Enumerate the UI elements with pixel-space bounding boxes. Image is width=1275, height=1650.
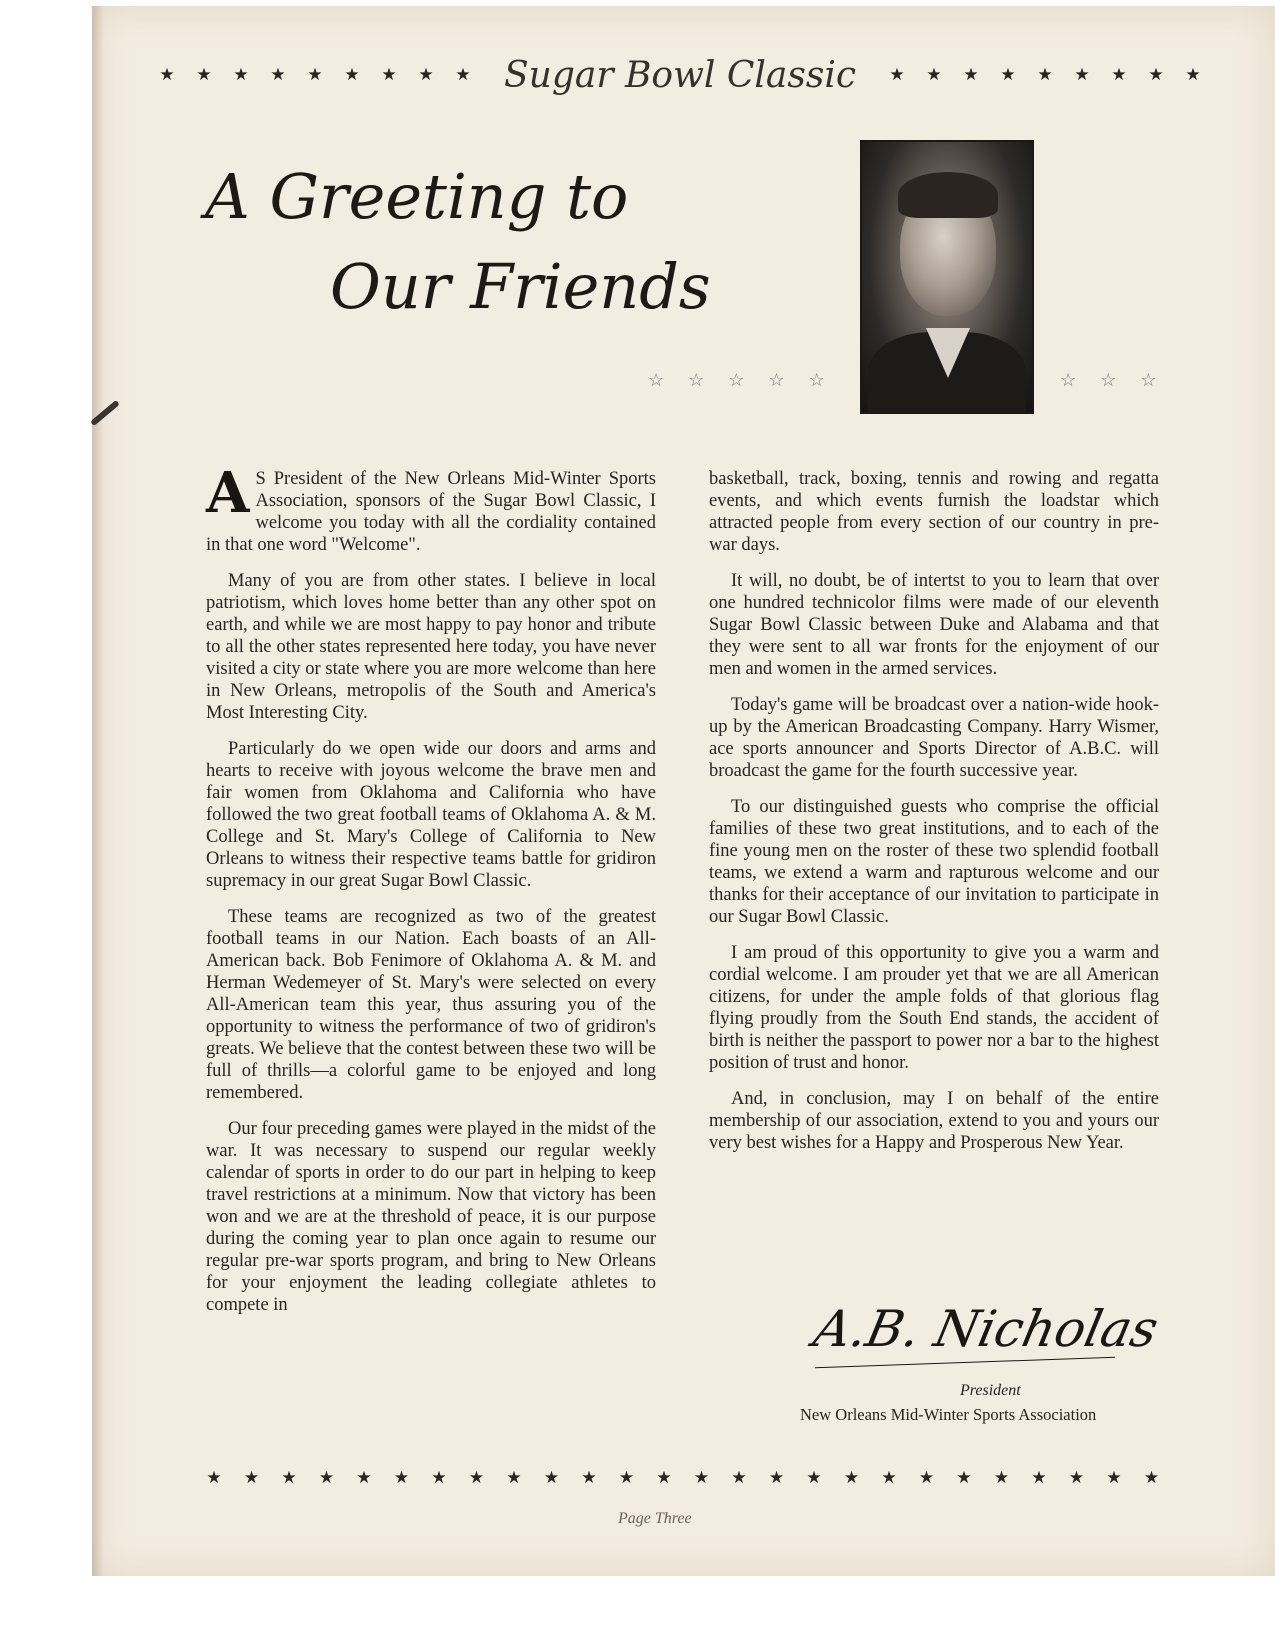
star-icon: ★ [1143,1468,1160,1487]
star-icon: ★ [356,1468,372,1487]
star-icon: ★ [1037,65,1053,84]
star-icon: ★ [889,65,905,84]
star-icon: ★ [307,65,323,84]
outline-star-icon: ☆ [808,370,825,390]
star-icon: ★ [196,65,212,84]
outline-star-icon: ☆ [648,370,665,390]
star-icon: ★ [693,1468,710,1487]
star-icon: ★ [618,1468,635,1487]
first-paragraph-text: S President of the New Orleans Mid-Winter Sports Association, sponsors of the Sugar Bowl Classic, I welcome you today with all the cordiality contained in that one word "Welcome". [206,469,656,555]
portrait-hair [898,172,998,218]
star-icon: ★ [243,1468,260,1487]
signatory-title: President [960,1382,1021,1399]
outline-star-icon: ☆ [728,370,745,390]
body-paragraph: I am proud of this opportunity to give you a warm and cordial welcome. I am prouder yet that we are all American citizens, for under the ample folds of that glorious flag flying proudly from the South End stands, the accident of birth is neither the passport to power nor a bar to the highest position of trust and honor. [709,943,1159,1073]
star-icon: ★ [281,1468,297,1487]
star-icon: ★ [768,1468,785,1487]
star-icon: ★ [206,1468,222,1487]
star-icon: ★ [926,65,942,84]
star-icon: ★ [918,1468,935,1487]
outline-star-icon: ☆ [768,370,785,390]
body-paragraph: These teams are recognized as two of the greatest football teams in our Nation. Each boasts of an All-American back. Bob Fenimore of Oklahoma A. & M. and Herman Wedemeyer of St. Mary's were selected on every All-American team this year, thus assuring you of the opportunity to witness the performance of two of gridiron's greats. We believe that the contest between these two will be full of thrills—a colorful game to be enjoyed and long remembered. [206,907,656,1103]
outline-star-icon: ☆ [1060,370,1077,390]
star-icon: ★ [1111,65,1127,84]
first-paragraph [206,460,656,556]
star-icon: ★ [956,1468,972,1487]
body-paragraph: Particularly do we open wide our doors and arms and hearts to receive with joyous welcome the brave men and fair women from Oklahoma and California who have followed the two great football teams of Oklahoma A. & M. College and St. Mary's College of California to New Orleans to witness their respective teams battle for gridiron supremacy in our great Sugar Bowl Classic. [206,739,656,891]
drop-cap: A [206,460,250,526]
decorative-stars-left [648,370,825,391]
star-icon: ★ [270,65,286,84]
star-icon: ★ [468,1468,485,1487]
outline-star-icon: ☆ [1100,370,1117,390]
star-icon: ★ [1106,1468,1122,1487]
footer-stars [205,1468,1161,1488]
star-icon: ★ [431,1468,447,1487]
page-edge-shadow [92,6,104,1576]
outline-star-icon: ☆ [1140,370,1157,390]
star-icon: ★ [993,1468,1010,1487]
body-paragraph: It will, no doubt, be of intertst to you to learn that over one hundred technicolor films were made of our eleventh Sugar Bowl Classic between Duke and Alabama and that they were sent to all war fronts for the enjoyment of our men and women in the armed services. [709,571,1159,679]
header-right-stars [888,65,1202,85]
body-paragraph: Today's game will be broadcast over a nation-wide hook-up by the American Broadcasting Company. Harry Wismer, ace sports announcer and Sports Director of A.B.C. will broadcast the game for the fourth successive year. [709,695,1159,781]
star-icon: ★ [656,1468,672,1487]
heading-line-1: A Greeting to [205,160,629,233]
star-icon: ★ [318,1468,335,1487]
star-icon: ★ [1148,65,1164,84]
star-icon: ★ [1000,65,1016,84]
body-column-left [206,460,656,1330]
outline-star-icon: ☆ [688,370,705,390]
page-number: Page Three [618,1510,692,1527]
header-title: Sugar Bowl Classic [503,54,857,96]
star-icon: ★ [581,1468,597,1487]
star-icon: ★ [731,1468,747,1487]
star-icon: ★ [344,65,360,84]
star-icon: ★ [159,65,175,84]
star-icon: ★ [806,1468,822,1487]
star-icon: ★ [455,65,471,84]
star-icon: ★ [543,1468,560,1487]
body-paragraph: basketball, track, boxing, tennis and rowing and regatta events, and which events furnish the loadstar which attracted people from every section of our country in pre-war days. [709,469,1159,555]
handwritten-signature: A.B. Nicholas [808,1300,1164,1358]
body-paragraph: To our distinguished guests who comprise the official families of these two great institutions, and to each of the fine young men on the roster of these two splendid football teams, we extend a warm and rapturous welcome and our thanks for their acceptance of our invitation to participate in our Sugar Bowl Classic. [709,797,1159,927]
star-icon: ★ [1185,65,1201,84]
decorative-stars-right [1060,370,1156,391]
star-icon: ★ [963,65,979,84]
star-icon: ★ [881,1468,897,1487]
body-paragraph: Many of you are from other states. I believe in local patriotism, which loves home better than any other spot on earth, and while we are most happy to pay honor and tribute to all the other states represented here today, you have never visited a city or state where you are more welcome than here in New Orleans, metropolis of the South and America's Most Interesting City. [206,571,656,723]
star-icon: ★ [1068,1468,1085,1487]
star-icon: ★ [506,1468,522,1487]
page-header [159,50,1201,100]
star-icon: ★ [1031,1468,1047,1487]
star-icon: ★ [843,1468,860,1487]
body-column-right [709,468,1159,1168]
star-icon: ★ [233,65,249,84]
star-icon: ★ [1074,65,1090,84]
star-icon: ★ [393,1468,410,1487]
president-portrait [860,140,1034,414]
star-icon: ★ [381,65,397,84]
heading-line-2: Our Friends [330,250,711,323]
header-left-stars [158,65,472,85]
star-icon: ★ [418,65,434,84]
signatory-organization: New Orleans Mid-Winter Sports Association [800,1405,1097,1424]
body-paragraph: Our four preceding games were played in the midst of the war. It was necessary to suspend our regular weekly calendar of sports in order to do our part in helping to keep travel restrictions at a minimum. Now that victory has been won and we are at the threshold of peace, it is our purpose during the coming year to plan once again to resume our regular pre-war sports program, and bring to New Orleans for your enjoyment the leading collegiate athletes to compete in [206,1119,656,1315]
body-paragraph: And, in conclusion, may I on behalf of the entire membership of our association, extend to you and yours our very best wishes for a Happy and Prosperous New Year. [709,1089,1159,1153]
